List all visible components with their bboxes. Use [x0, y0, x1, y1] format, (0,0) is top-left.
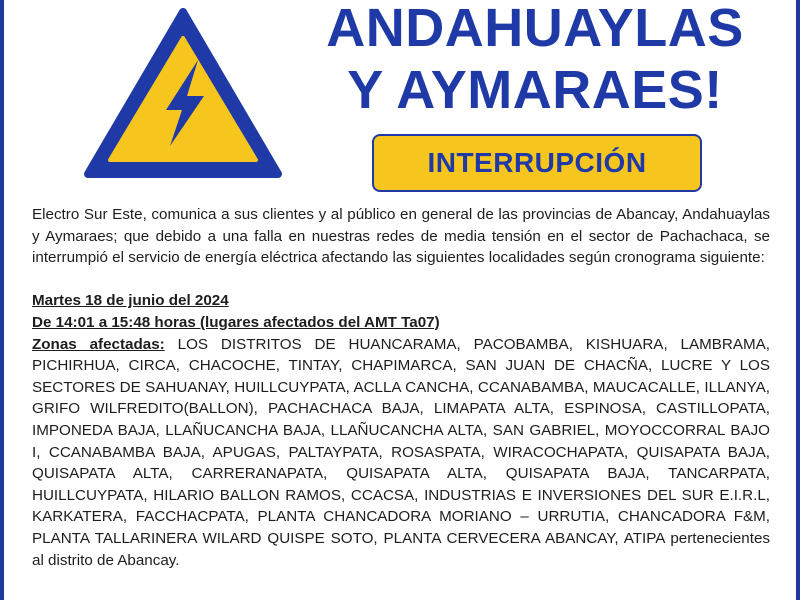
- interruption-badge: [372, 134, 702, 192]
- outage-date: Martes 18 de junio del 2024: [32, 292, 229, 310]
- high-voltage-warning-icon: [84, 8, 282, 180]
- page-title-line-1: ANDAHUAYLAS: [326, 0, 744, 58]
- affected-zones-paragraph: [32, 334, 770, 572]
- affected-zones-list: LOS DISTRITOS DE HUANCARAMA, PACOBAMBA, KISHUARA, LAMBRAMA, PICHIRHUA, CIRCA, CHACOCHE, TINTAY, CHAPIMARCA, SAN JUAN DE CHACÑA, LUCRE Y LOS SECTORES DE SAHUANAY, HUILLCUYPATA, ACLLA CANCHA, CCANABAMBA, MAUCACALLE, ILLANYA, GRIFO WILFREDITO(BALLON), PACHACHACA BAJA, LIMAPATA ALTA, ESPINOSA, CASTILLOPATA, IMPONEDA BAJA, LLAÑUCANCHA BAJA, LLAÑUCANCHA ALTA, SAN GABRIEL, MOYOCCORRAL BAJO I, CCANABAMBA BAJA, APUGAS, PALTAYPATA, ROSASPATA, WIRACOCHAPATA, QUISAPATA BAJA, QUISAPATA ALTA, CARRERANAPATA, QUISAPATA ALTA, QUISAPATA BAJA, TANCARPATA, HUILLCUYPATA, HILARIO BALLON RAMOS, CCACSA, INDUSTRIAS E INVERSIONES DEL SUR E.I.R.L, KARKATERA, FACCHACPATA, PLANTA CHANCADORA MORIANO – URRUTIA, CHANCADORA F&M, PLANTA TALLARINERA WILARD QUISPE SOTO, PLANTA CERVECERA ABANCAY, ATIPA: [32, 335, 770, 547]
- spacer: [32, 269, 770, 291]
- outage-schedule: De 14:01 a 15:48 horas (lugares afectados del AMT Ta07): [32, 313, 440, 331]
- affected-zones-label: Zonas afectadas:: [32, 335, 165, 353]
- affected-zones-suffix: pertenecientes al distrito de Abancay.: [32, 529, 770, 569]
- notice-body: [32, 204, 770, 571]
- intro-paragraph: Electro Sur Este, comunica a sus clientes y al público en general de las provincias de Abancay, Andahuaylas y Aymaraes; que debido a una falla en nuestras redes de media tensión en el sector de Pachachaca, se interrumpió el servicio de energía eléctrica afectando las siguientes localidades según cronograma siguiente:: [32, 206, 770, 267]
- page-title-line-2: Y AYMARAES!: [347, 60, 723, 120]
- interruption-badge-label: INTERRUPCIÓN: [427, 147, 647, 178]
